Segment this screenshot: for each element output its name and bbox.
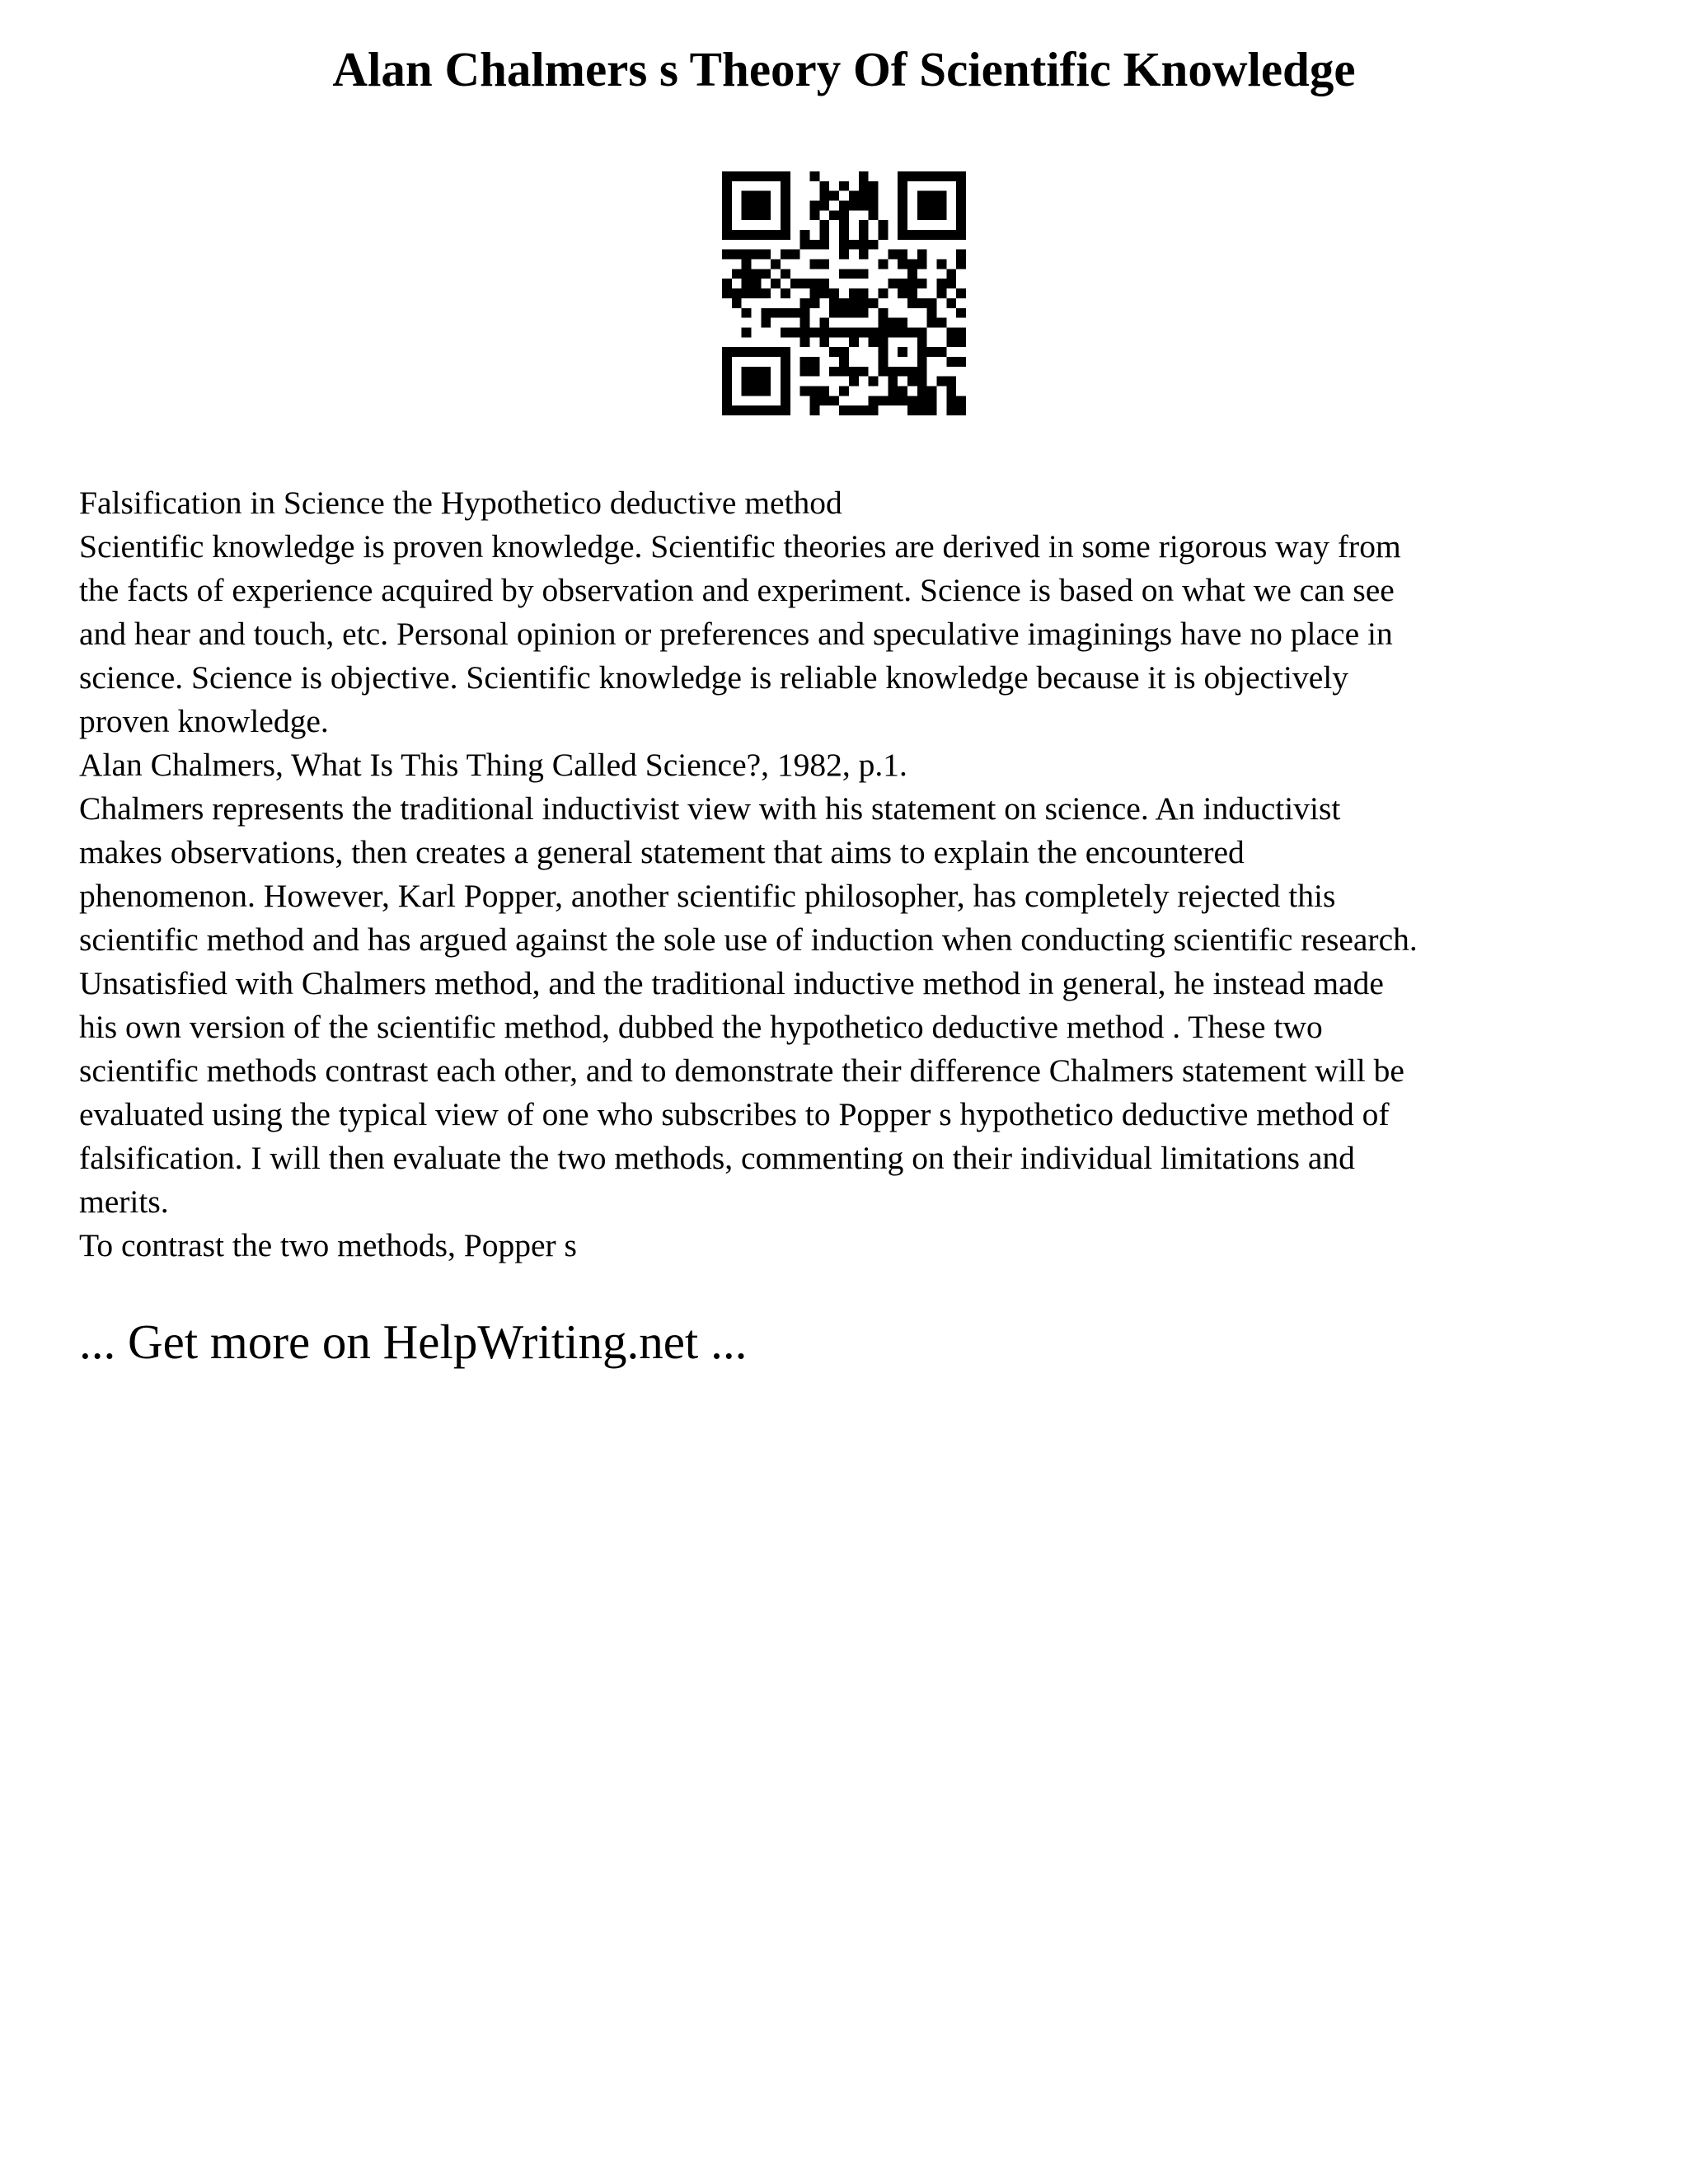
paragraph-line: phenomenon. However, Karl Popper, another scientific philosopher, has completely rejected this (79, 878, 1336, 914)
subheading: Falsification in Science the Hypothetico deductive method (79, 485, 842, 521)
paragraph-line: falsification. I will then evaluate the two methods, commenting on their individual limitations and (79, 1140, 1355, 1176)
paragraph-line: merits. (79, 1183, 169, 1220)
quote-line: Scientific knowledge is proven knowledge. Scientific theories are derived in some rigorous way from (79, 528, 1401, 565)
qr-code-icon (722, 171, 966, 415)
page-title: Alan Chalmers s Theory Of Scientific Knowledge (332, 42, 1356, 96)
citation: Alan Chalmers, What Is This Thing Called Science?, 1982, p.1. (79, 747, 907, 783)
quote-line: and hear and touch, etc. Personal opinion or preferences and speculative imaginings have no place in (79, 616, 1393, 652)
paragraph-line: his own version of the scientific method, dubbed the hypothetico deductive method . These two (79, 1009, 1323, 1045)
paragraph-line: Chalmers represents the traditional inductivist view with his statement on science. An inductivist (79, 790, 1341, 827)
quote-line: proven knowledge. (79, 703, 329, 739)
paragraph-line: Unsatisfied with Chalmers method, and the traditional inductive method in general, he instead made (79, 965, 1384, 1001)
paragraph-line: scientific methods contrast each other, and to demonstrate their difference Chalmers statement will be (79, 1052, 1404, 1089)
get-more-link[interactable]: ... Get more on HelpWriting.net ... (79, 1315, 748, 1369)
paragraph-line: evaluated using the typical view of one who subscribes to Popper s hypothetico deductive method of (79, 1096, 1390, 1132)
quote-line: science. Science is objective. Scientific knowledge is reliable knowledge because it is objectively (79, 659, 1348, 696)
article-body (79, 481, 1620, 1268)
paragraph-line: To contrast the two methods, Popper s (79, 1227, 577, 1263)
quote-line: the facts of experience acquired by observation and experiment. Science is based on what we can see (79, 572, 1395, 608)
paragraph-line: scientific method and has argued against the sole use of induction when conducting scientific research. (79, 921, 1418, 958)
paragraph-line: makes observations, then creates a general statement that aims to explain the encountered (79, 834, 1245, 870)
